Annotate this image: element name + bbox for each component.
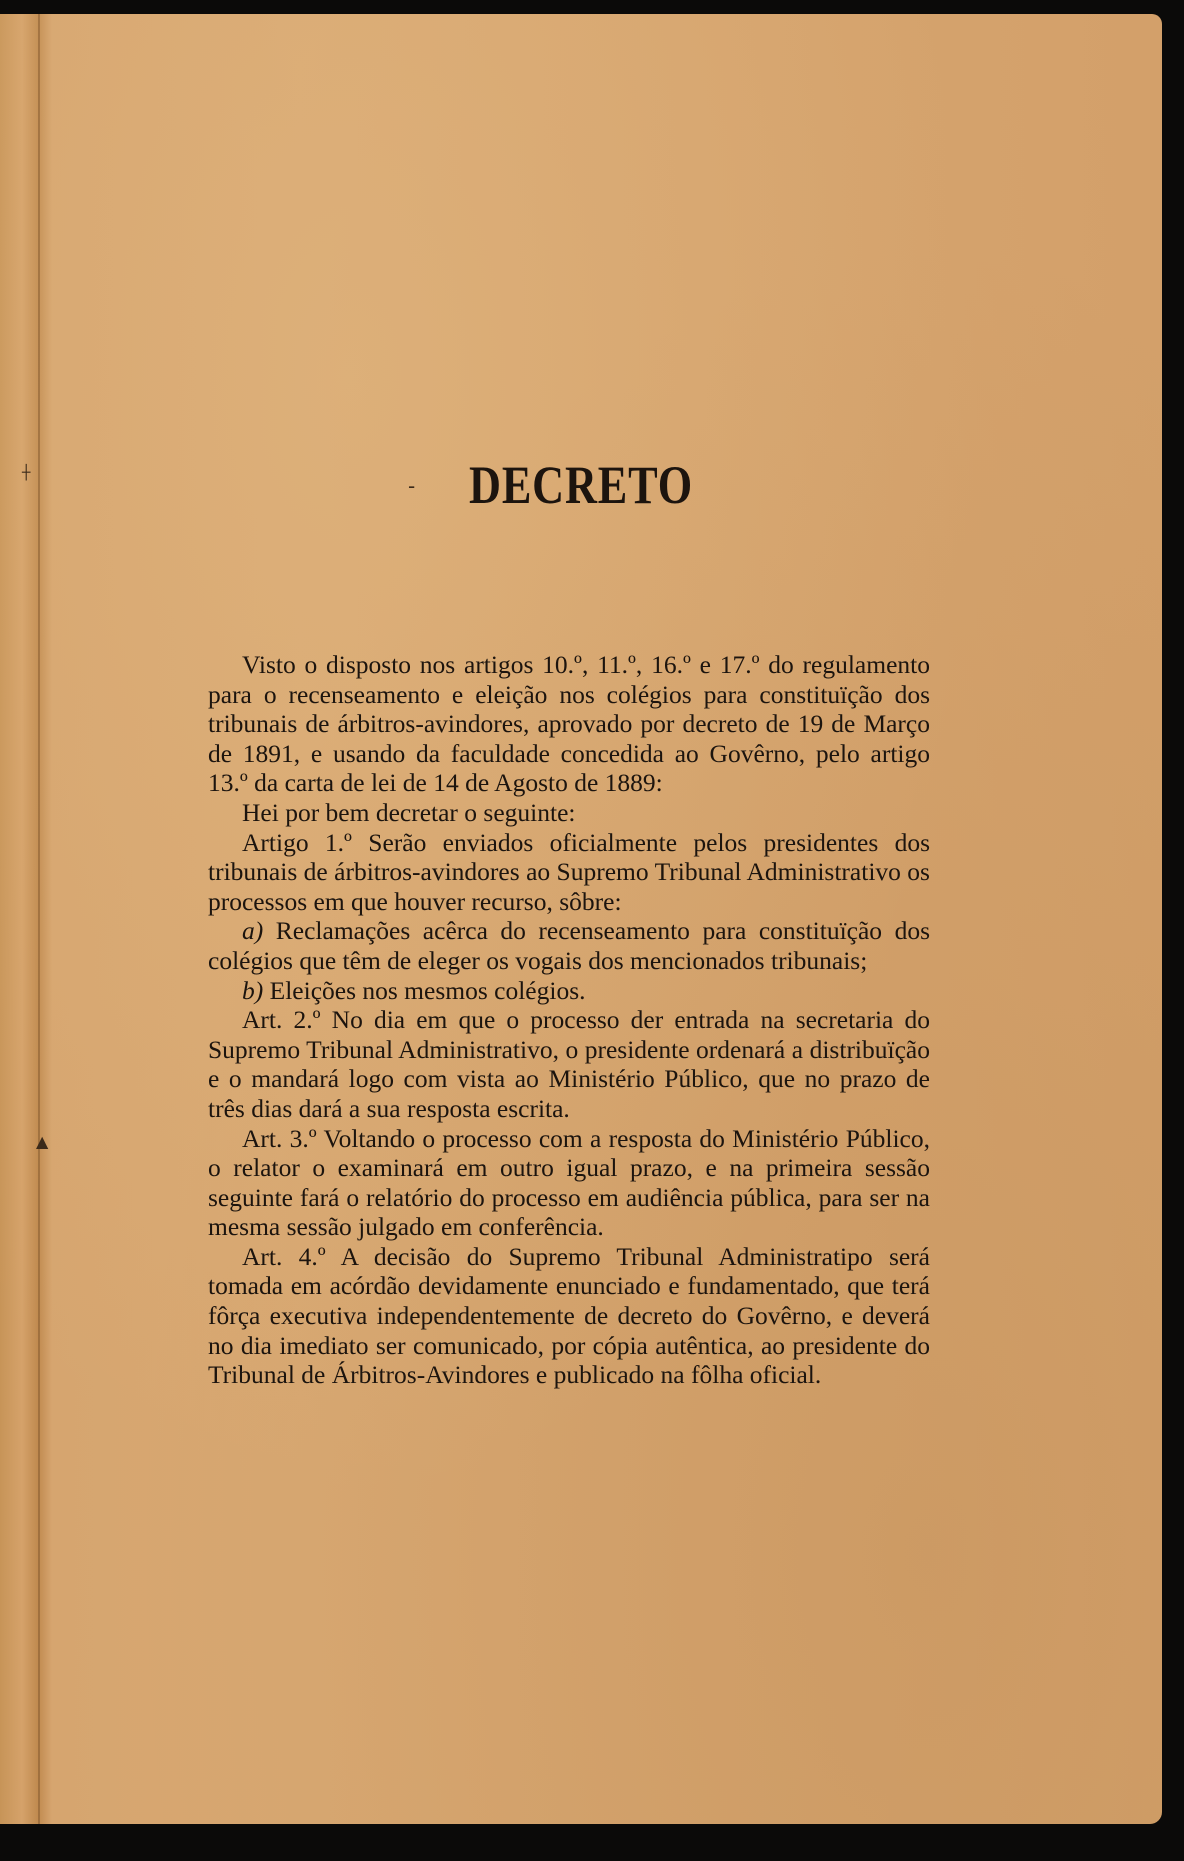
document-page: [0, 14, 1162, 1824]
paragraph-article-4: Art. 4.º A decisão do Supremo Tribunal Administratipo será tomada em acórdão devidamente enunciado e fundamentado, que terá fôrça executiva independentemente de decreto do Govêrno, e deverá no dia imediato ser comunicado, por cópia autêntica, ao presidente do Tribunal de Árbitros-Avindores e publicado na fôlha oficial.: [208, 1241, 930, 1390]
margin-tick-mark: ┼: [22, 465, 31, 481]
paragraph-item-a: [208, 916, 930, 975]
decree-body: [208, 650, 930, 1390]
paragraph-decree-formula: Hei por bem decretar o seguinte:: [242, 797, 576, 827]
item-b-text: Eleições nos mesmos colégios.: [269, 975, 586, 1005]
paragraph-article-3: Art. 3.º Voltando o processo com a resposta do Ministério Público, o relator o examinará em outro igual prazo, e na primeira sessão seguinte fará o relatório do processo em audiência pública, para ser na mesma sessão julgado em conferência.: [208, 1123, 930, 1242]
paragraph-article-1: Artigo 1.º Serão enviados oficialmente pelos presidentes dos tribunais de árbitros-avindores ao Supremo Tribunal Administrativo os processos em que houver recurso, sôbre:: [208, 827, 930, 916]
paragraph-item-b: [208, 976, 930, 1006]
item-a-marker: a): [242, 916, 264, 946]
paragraph-article-2: Art. 2.º No dia em que o processo der entrada na secretaria do Supremo Tribunal Administrativo, o presidente ordenará a distribuïção e o mandará logo com vista ao Ministério Público, que no prazo de três dias dará a sua resposta escrita.: [208, 1005, 930, 1123]
document-title: DECRETO: [469, 455, 693, 515]
title-dash-mark: -: [408, 474, 416, 498]
item-b-marker: b): [242, 975, 264, 1005]
paragraph-preamble: Visto o disposto nos artigos 10.º, 11.º, 16.º e 17.º do regulamento para o recenseamento e eleição nos colégios para constituïção dos tribunais de árbitros-avindores, aprovado por decreto de 19 de Março de 1891, e usando da faculdade concedida ao Govêrno, pelo artigo 13.º da carta de lei de 14 de Agosto de 1889:: [208, 650, 930, 798]
item-a-text: Reclamações acêrca do recenseamento para constituïção dos colégios que têm de eleger os vogais dos mencionados tribunais;: [208, 916, 931, 975]
margin-arrow-mark: ▲: [36, 1132, 49, 1151]
